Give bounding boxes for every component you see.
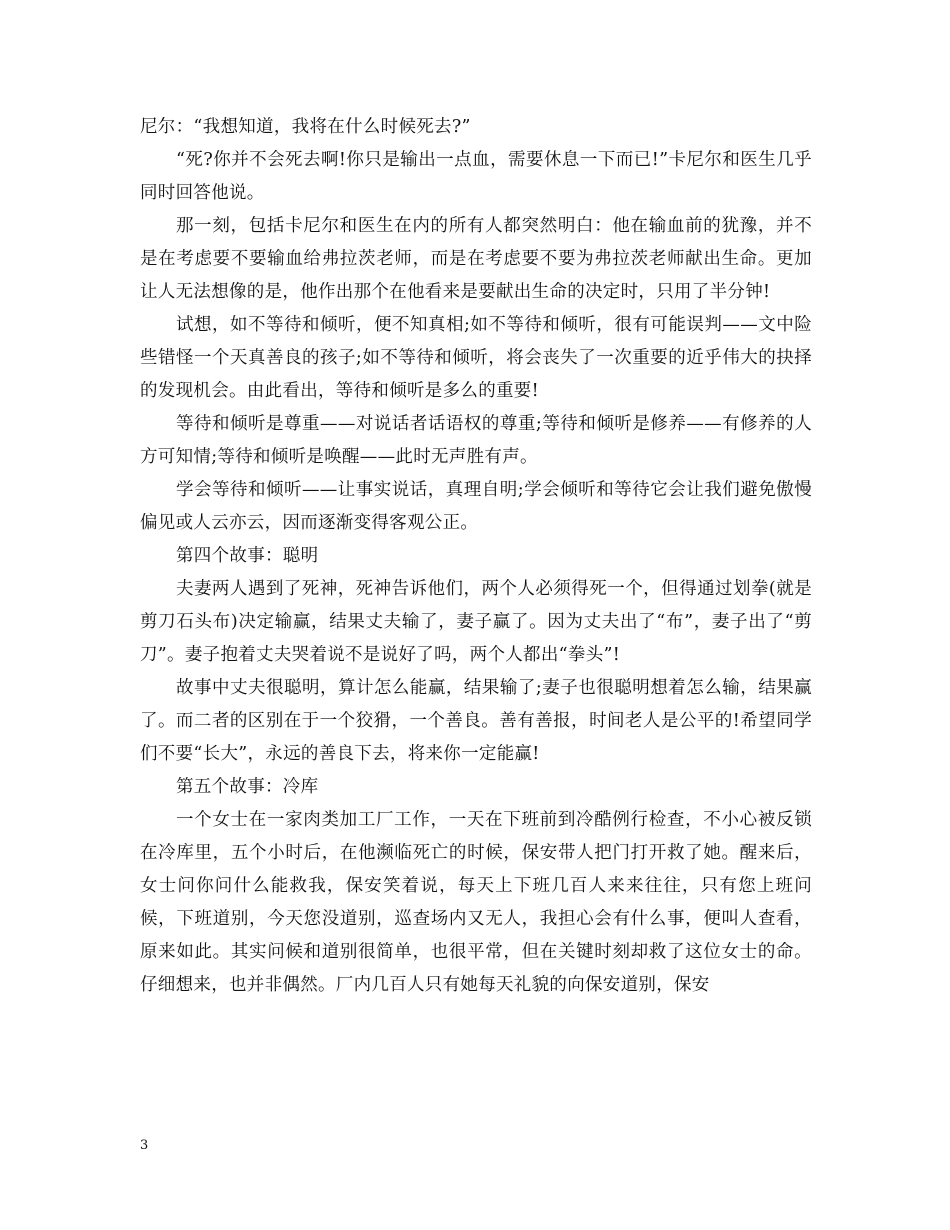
paragraph: 故事中丈夫很聪明，算计怎么能赢，结果输了;妻子也很聪明想着怎么输，结果赢了。而二者的区别在于一个狡猾，一个善良。善有善报，时间老人是公平的!希望同学们不要“长大”，永远的善良下去，将来你一定能赢! xyxy=(140,678,812,764)
paragraph: 等待和倾听是尊重——对说话者话语权的尊重;等待和倾听是修养——有修养的人方可知情;等待和倾听是唤醒——此时无声胜有声。 xyxy=(140,414,812,467)
paragraph: 夫妻两人遇到了死神，死神告诉他们，两个人必须得死一个，但得通过划拳(就是剪刀石头布)决定输赢，结果丈夫输了，妻子赢了。因为丈夫出了“布”，妻子出了“剪刀”。妻子抱着丈夫哭着说不是说好了吗，两个人都出“拳头”! xyxy=(140,579,812,665)
paragraph: 那一刻，包括卡尼尔和医生在内的所有人都突然明白：他在输血前的犹豫，并不是在考虑要不要输血给弗拉茨老师，而是在考虑要不要为弗拉茨老师献出生命。更加让人无法想像的是，他作出那个在他看来是要献出生命的决定时，只用了半分钟! xyxy=(140,216,812,302)
document-body xyxy=(140,111,812,1002)
paragraph: 试想，如不等待和倾听，便不知真相;如不等待和倾听，很有可能误判——文中险些错怪一个天真善良的孩子;如不等待和倾听，将会丧失了一次重要的近乎伟大的抉择的发现机会。由此看出，等待和倾听是多么的重要! xyxy=(140,315,812,401)
paragraph: 一个女士在一家肉类加工厂工作，一天在下班前到冷酷例行检查，不小心被反锁在冷库里，五个小时后，在他濒临死亡的时候，保安带人把门打开救了她。醒来后，女士问你问什么能救我，保安笑着说，每天上下班几百人来来往往，只有您上班问候，下班道别，今天您没道别，巡查场内又无人，我担心会有什么事，便叫人查看，原来如此。其实问候和道别很简单，也很平常，但在关键时刻却救了这位女士的命。仔细想来，也并非偶然。厂内几百人只有她每天礼貌的向保安道别，保安 xyxy=(140,810,812,995)
paragraph: “死?你并不会死去啊!你只是输出一点血，需要休息一下而已!”卡尼尔和医生几乎同时回答他说。 xyxy=(140,150,812,203)
paragraph: 尼尔：“我想知道，我将在什么时候死去?” xyxy=(140,117,471,137)
paragraph: 学会等待和倾听——让事实说话，真理自明;学会倾听和等待它会让我们避免傲慢偏见或人云亦云，因而逐渐变得客观公正。 xyxy=(140,480,812,533)
section-heading: 第五个故事：冷库 xyxy=(176,777,319,797)
page-number: 3 xyxy=(140,1138,149,1153)
section-heading: 第四个故事：聪明 xyxy=(176,546,319,566)
